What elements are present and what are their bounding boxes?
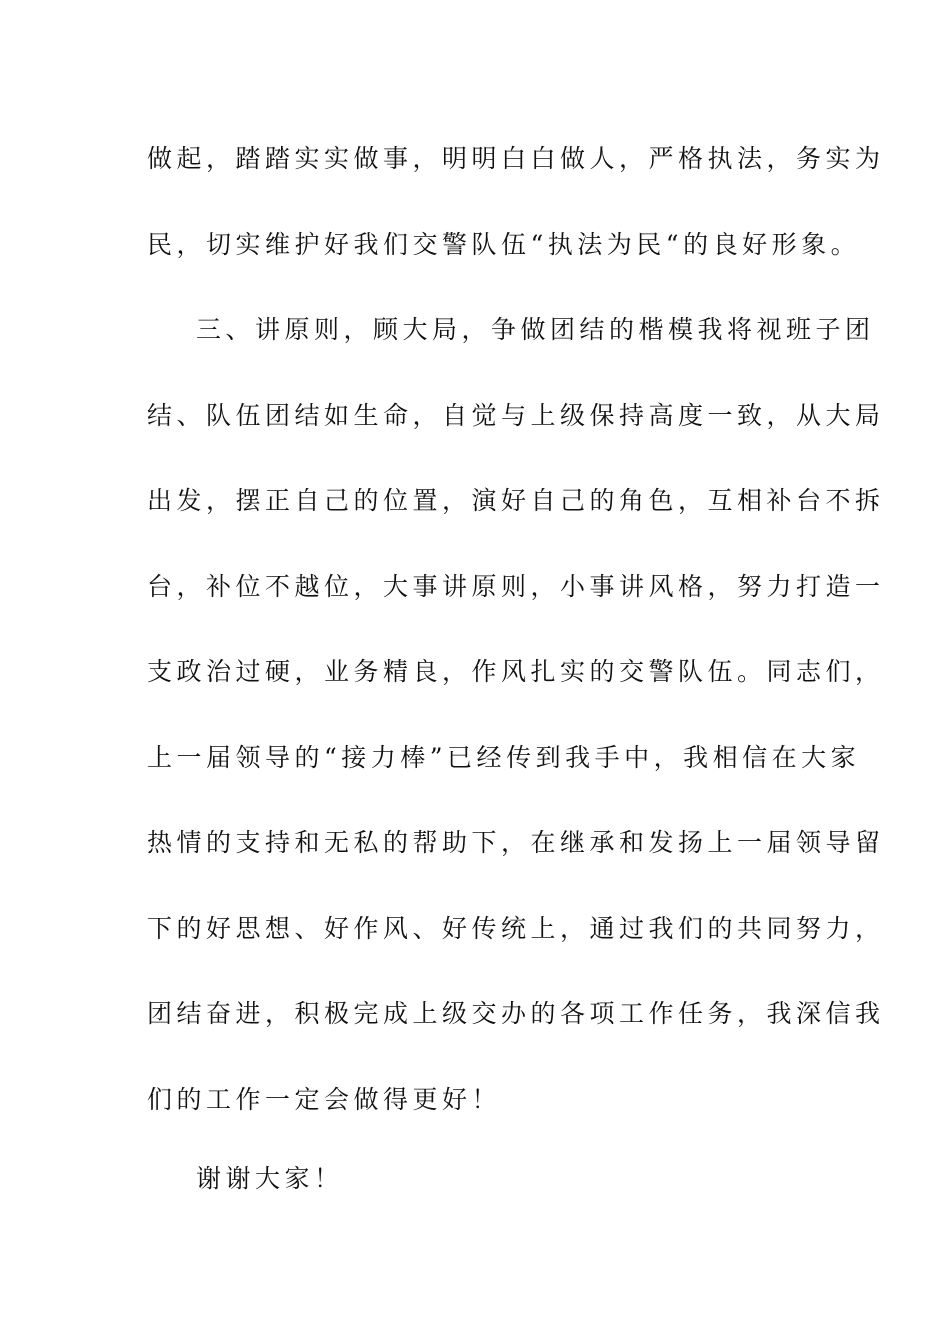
text-line: 们的工作一定会做得更好！ (147, 1085, 502, 1114)
text-line: 热情的支持和无私的帮助下，在继承和发扬上一届领导留 (147, 828, 885, 857)
text-line: 支政治过硬，业务精良，作风扎实的交警队伍。同志们， (147, 657, 885, 686)
text-line: 上一届领导的“接力棒”已经传到我手中，我相信在大家 (147, 743, 861, 772)
text-line: 结、队伍团结如生命，自觉与上级保持高度一致，从大局 (147, 401, 885, 430)
text-line: 民，切实维护好我们交警队伍“执法为民“的良好形象。 (147, 230, 861, 259)
text-line: 三、讲原则，顾大局，争做团结的楷模我将视班子团 (196, 315, 875, 344)
closing-line: 谢谢大家！ (196, 1164, 344, 1193)
text-line: 做起，踏踏实实做事，明明白白做人，严格执法，务实为 (147, 144, 885, 173)
text-line: 台，补位不越位，大事讲原则，小事讲风格，努力打造一 (147, 572, 885, 601)
text-line: 下的好思想、好作风、好传统上，通过我们的共同努力， (147, 914, 885, 943)
text-line: 出发，摆正自己的位置，演好自己的角色，互相补台不拆 (147, 486, 885, 515)
text-line: 团结奋进，积极完成上级交办的各项工作任务，我深信我 (147, 999, 885, 1028)
